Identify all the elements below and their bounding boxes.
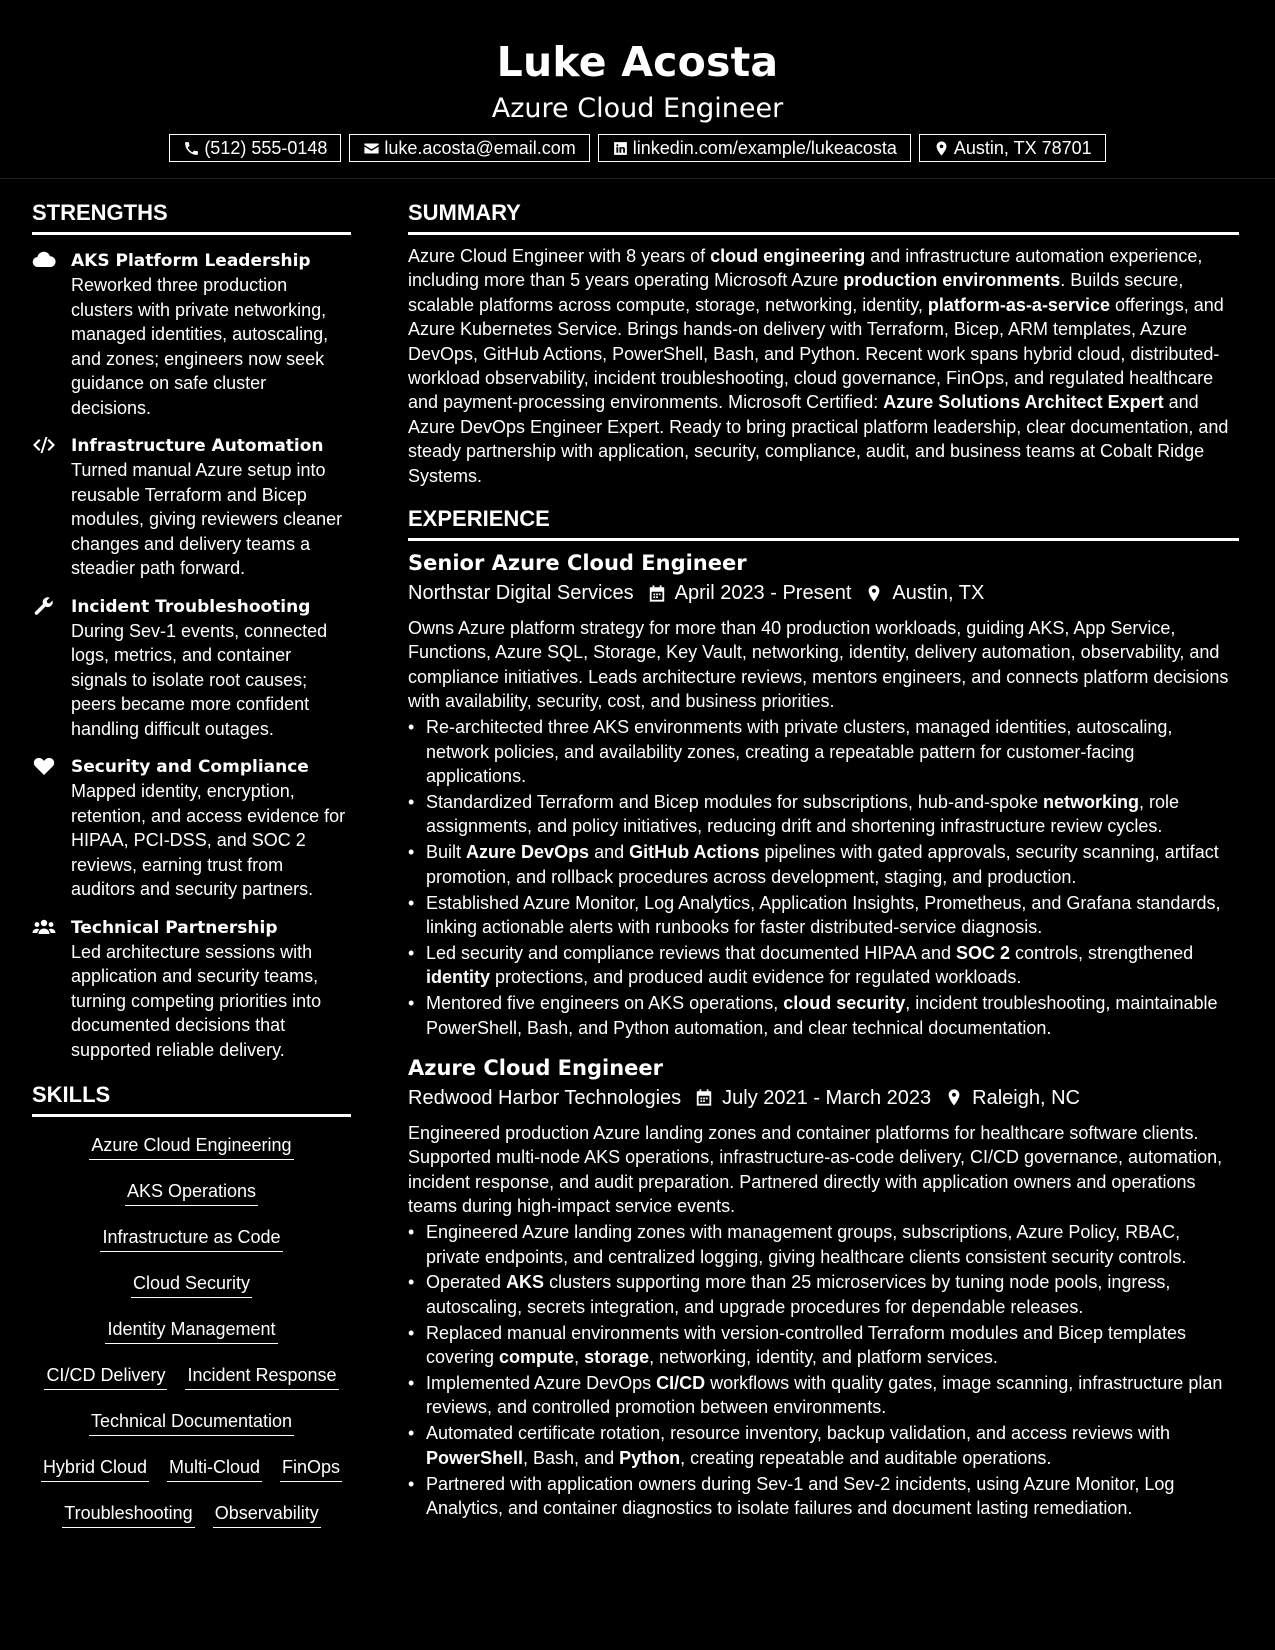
skill-tag: Identity Management — [105, 1317, 277, 1344]
job-location: Raleigh, NC — [972, 1086, 1080, 1109]
map-pin-icon — [933, 140, 950, 157]
bullet-item: • Implemented Azure DevOps CI/CD workflows with quality gates, image scanning, infrastructure plan reviews, and controlled promotion between environments. — [426, 1371, 1239, 1420]
job-title: Azure Cloud Engineer — [408, 1055, 663, 1080]
map-pin-icon — [865, 584, 883, 603]
bullet-item: • Mentored five engineers on AKS operations, cloud security, incident troubleshooting, maintainable PowerShell, Bash, and Python automation, and clear technical documentation. — [426, 991, 1239, 1040]
skill-tag: Cloud Security — [131, 1271, 252, 1298]
linkedin-icon — [612, 140, 629, 157]
cloud-icon — [32, 250, 56, 270]
contact-phone[interactable] — [169, 134, 341, 162]
job-entry — [408, 1054, 1239, 1521]
skill-tag: Incident Response — [185, 1363, 338, 1390]
contact-linkedin[interactable] — [598, 134, 911, 162]
job-description: Owns Azure platform strategy for more than 40 production workloads, guiding AKS, App Service, Functions, Azure SQL, Storage, Key Vault, networking, identity, delivery automation, observability, and compliance initiatives. Leads architecture reviews, mentors engineers, and connects platform decisions with availability, security, cost, and business priorities. — [408, 618, 1229, 712]
job-entry — [408, 549, 1239, 1040]
strength-title: Technical Partnership — [71, 917, 278, 938]
skills-row — [32, 1501, 351, 1547]
job-bullets — [408, 1220, 1239, 1520]
skill-tag: Infrastructure as Code — [100, 1225, 282, 1252]
skill-tag: Azure Cloud Engineering — [89, 1133, 293, 1160]
contact-location — [919, 134, 1106, 162]
skill-tag: Multi-Cloud — [167, 1455, 262, 1482]
map-pin-icon — [945, 1088, 963, 1107]
company-name: Northstar Digital Services — [408, 582, 634, 605]
skills-row — [32, 1317, 351, 1363]
strength-title: AKS Platform Leadership — [71, 251, 311, 271]
strength-text: Turned manual Azure setup into reusable Terraform and Bicep modules, giving reviewers cleaner changes and delivery teams a steadier path forward. — [71, 460, 343, 578]
envelope-icon — [363, 140, 380, 157]
bullet-item: • Partnered with application owners during Sev-1 and Sev-2 incidents, using Azure Monitor, Log Analytics, and container diagnostics to isolate failures and document lasting remediation. — [426, 1472, 1239, 1521]
job-dates: April 2023 - Present — [674, 582, 852, 605]
bullet-item: • Engineered Azure landing zones with management groups, subscriptions, Azure Policy, RBAC, private endpoints, and centralized logging, giving healthcare clients consistent security controls. — [426, 1220, 1239, 1269]
bullet-item: • Re-architected three AKS environments with private clusters, managed identities, autoscaling, network policies, and availability zones, creating a repeatable pattern for customer-facing applications. — [426, 715, 1239, 788]
skills-row — [32, 1455, 351, 1501]
right-column — [408, 200, 1239, 1520]
heart-icon — [32, 756, 56, 776]
job-meta — [408, 1084, 1239, 1112]
job-title: Senior Azure Cloud Engineer — [408, 551, 747, 576]
job-meta — [408, 579, 1239, 607]
left-column — [32, 200, 351, 1547]
bullet-item: • Operated AKS clusters supporting more than 25 microservices by tuning node pools, ingress, autoscaling, secrets integration, and upgrade procedures for dependable releases. — [426, 1270, 1239, 1319]
wrench-icon — [32, 596, 56, 616]
strength-title: Security and Compliance — [71, 757, 309, 777]
contact-email[interactable] — [349, 134, 589, 162]
bullet-item: • Established Azure Monitor, Log Analytics, Application Insights, Prometheus, and Grafana standards, linking actionable alerts with runbooks for faster distributed-service diagnosis. — [426, 891, 1239, 940]
candidate-title: Azure Cloud Engineer — [491, 93, 784, 124]
strength-item — [32, 916, 351, 1063]
bullet-item: • Led security and compliance reviews that documented HIPAA and SOC 2 controls, strengthened identity protections, and produced audit evidence for regulated workloads. — [426, 941, 1239, 990]
skills-row — [32, 1409, 351, 1455]
skill-tag: AKS Operations — [125, 1179, 258, 1206]
bullet-item: • Built Azure DevOps and GitHub Actions pipelines with gated approvals, security scanning, artifact promotion, and rollback procedures across development, staging, and production. — [426, 840, 1239, 889]
skills-list — [32, 1133, 351, 1547]
skill-tag: FinOps — [280, 1455, 342, 1482]
email-text: luke.acosta@email.com — [384, 137, 576, 158]
skill-tag: Observability — [213, 1501, 321, 1528]
skill-tag: Troubleshooting — [62, 1501, 194, 1528]
phone-text: (512) 555-0148 — [204, 137, 328, 158]
strength-text: Reworked three production clusters with private networking, managed identities, autoscaling, and zones; engineers now seek guidance on safe cluster decisions. — [71, 275, 329, 418]
strength-text: During Sev-1 events, connected logs, metrics, and container signals to isolate root causes; peers became more confident handling difficult outages. — [71, 620, 328, 739]
skills-row — [32, 1179, 351, 1225]
bullet-item: • Automated certificate rotation, resource inventory, backup validation, and access reviews with PowerShell, Bash, and Python, creating repeatable and auditable operations. — [426, 1421, 1239, 1470]
strength-title: Incident Troubleshooting — [71, 596, 311, 617]
strength-item — [32, 755, 351, 902]
code-icon — [32, 435, 56, 455]
resume-header — [0, 0, 1275, 179]
strength-item — [32, 595, 351, 742]
experience-heading: EXPERIENCE — [408, 506, 1239, 541]
skill-tag: Hybrid Cloud — [41, 1455, 149, 1482]
bullet-item: • Replaced manual environments with version-controlled Terraform modules and Bicep templates covering compute, storage, networking, identity, and platform services. — [426, 1321, 1239, 1370]
linkedin-text: linkedin.com/example/lukeacosta — [632, 137, 897, 158]
job-location: Austin, TX — [892, 582, 985, 605]
company-name: Redwood Harbor Technologies — [408, 1086, 682, 1109]
job-description: Engineered production Azure landing zones and container platforms for healthcare software clients. Supported multi-node AKS operations, infrastructure-as-code delivery, CI/CD governance, automation, incident response, and audit preparation. Partnered directly with application owners and operations teams during high-impact service events. — [408, 1122, 1223, 1217]
skills-row — [32, 1225, 351, 1271]
strength-item — [32, 249, 351, 420]
strength-text: Mapped identity, encryption, retention, and access evidence for HIPAA, PCI-DSS, and SOC 2 reviews, earning trust from auditors and security partners. — [71, 781, 346, 899]
skill-tag: Technical Documentation — [89, 1409, 294, 1436]
summary-heading: SUMMARY — [408, 200, 1239, 235]
phone-icon — [183, 140, 200, 157]
calendar-icon — [648, 584, 666, 603]
job-bullets — [408, 715, 1239, 1040]
skills-row — [32, 1363, 351, 1409]
strength-title: Infrastructure Automation — [71, 436, 324, 456]
users-icon — [32, 917, 56, 937]
strengths-heading: STRENGTHS — [32, 200, 351, 235]
skills-row — [32, 1271, 351, 1317]
skill-tag: CI/CD Delivery — [44, 1363, 167, 1390]
skills-row — [32, 1133, 351, 1179]
candidate-name: Luke Acosta — [496, 38, 779, 86]
strength-item — [32, 434, 351, 581]
bullet-item: • Standardized Terraform and Bicep modules for subscriptions, hub-and-spoke networking, role assignments, and policy initiatives, reducing drift and shortening infrastructure review cycles. — [426, 790, 1239, 839]
strength-text: Led architecture sessions with application and security teams, turning competing priorities into documented decisions that supported reliable delivery. — [71, 941, 322, 1060]
summary-text: Azure Cloud Engineer with 8 years of cloud engineering and infrastructure automation experience, including more than 5 years operating Microsoft Azure production environments. Builds secure, scalable platforms across compute, storage, networking, identity, platform-as-a-service offerings, and Azure Kubernetes Service. Brings hands-on delivery with Terraform, Bicep, ARM templates, Azure DevOps, GitHub Actions, PowerShell, Bash, and Python. Recent work spans hybrid cloud, distributed-workload observability, incident troubleshooting, cloud governance, FinOps, and regulated healthcare and payment-processing environments. Microsoft Certified: Azure Solutions Architect Expert and Azure DevOps Engineer Expert. Ready to bring practical platform leadership, clear documentation, and steady partnership with application, security, compliance, audit, and business teams at Cobalt Ridge Systems. — [408, 246, 1229, 486]
calendar-icon — [695, 1088, 713, 1107]
location-text: Austin, TX 78701 — [953, 137, 1092, 158]
contact-bar — [0, 134, 1275, 162]
job-dates: July 2021 - March 2023 — [722, 1086, 932, 1109]
skills-heading: SKILLS — [32, 1082, 351, 1117]
